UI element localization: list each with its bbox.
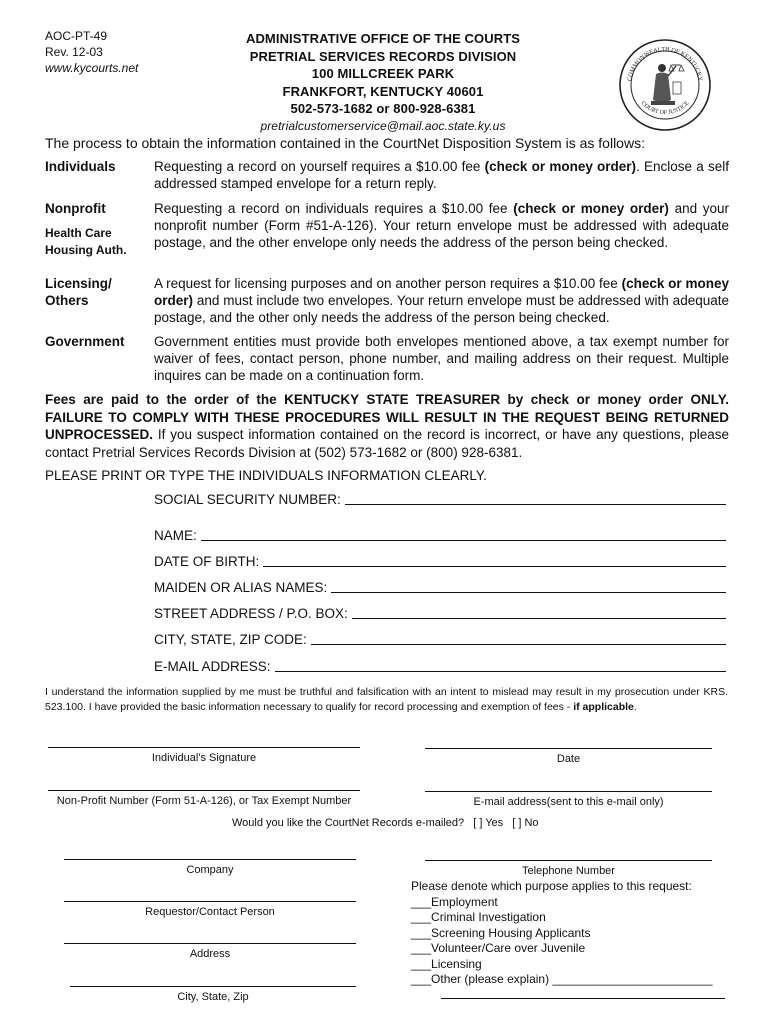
seal-ring-text: COMMONWEALTH OF KENTUCKY [626, 45, 704, 82]
email-field[interactable] [154, 658, 726, 675]
telephone-field[interactable] [425, 860, 712, 878]
email-no-checkbox[interactable]: [ ] No [512, 817, 539, 829]
email-input-line[interactable] [275, 671, 726, 672]
print-instruction: PLEASE PRINT OR TYPE THE INDIVIDUALS INFORMATION CLEARLY. [45, 468, 487, 483]
individual-signature-field[interactable] [48, 747, 360, 765]
telephone-label: Telephone Number [522, 865, 615, 877]
nonprofit-number-label: Non-Profit Number (Form 51-A-126), or Tax Exempt Number [56, 795, 352, 807]
purpose-criminal-investigation[interactable]: ___Criminal Investigation [411, 910, 546, 924]
dob-label: DATE OF BIRTH: [154, 554, 260, 569]
email-label: E-MAIL ADDRESS: [154, 659, 271, 674]
office-header [200, 30, 566, 135]
maiden-input-line[interactable] [331, 592, 726, 593]
company-label: Company [186, 864, 234, 876]
email-address-field[interactable] [425, 791, 712, 809]
individual-signature-label: Individual's Signature [151, 752, 257, 764]
purpose-volunteer-juvenile[interactable]: ___Volunteer/Care over Juvenile [411, 941, 586, 955]
purpose-licensing[interactable]: ___Licensing [411, 956, 482, 971]
name-field[interactable] [154, 527, 726, 544]
maiden-field[interactable] [154, 579, 726, 596]
form-identifier [45, 28, 138, 76]
address-field[interactable] [64, 943, 356, 961]
purpose-checklist [411, 879, 713, 988]
date-field[interactable] [425, 748, 712, 766]
licensing-text: A request for licensing purposes and on another person requires a $10.00 fee (check or money order) and must include two envelopes. Your return envelope must be addressed with adequate postage, and the other only needs the address of the person being checked. [154, 276, 730, 325]
requestor-field[interactable] [64, 901, 356, 919]
city-input-line[interactable] [311, 644, 726, 645]
form-revision: Rev. 12-03 [45, 45, 103, 59]
header-line-1: ADMINISTRATIVE OFFICE OF THE COURTS [245, 31, 521, 46]
website-link[interactable]: www.kycourts.net [45, 61, 139, 75]
city-label: CITY, STATE, ZIP CODE: [154, 632, 307, 647]
street-label: STREET ADDRESS / P.O. BOX: [154, 606, 348, 621]
court-seal-icon [618, 38, 712, 132]
maiden-label: MAIDEN OR ALIAS NAMES: [154, 580, 328, 595]
label-others: Others [45, 293, 89, 308]
label-nonprofit: Nonprofit [45, 201, 106, 216]
government-text: Government entities must provide both envelopes mentioned above, a tax exempt number for waiver of fees, contact person, phone number, and mailing address on their request. Multiple inquires can be made on a continuation form. [154, 334, 729, 383]
name-input-line[interactable] [201, 540, 726, 541]
individuals-text: Requesting a record on yourself requires a $10.00 fee (check or money order). Enclose a self addressed stamped envelope for a return reply. [154, 159, 730, 191]
label-individuals: Individuals [45, 159, 116, 174]
header-line-4: FRANKFORT, KENTUCKY 40601 [282, 83, 484, 99]
city-field[interactable] [154, 631, 726, 648]
purpose-employment[interactable]: ___Employment [411, 894, 498, 909]
city-state-zip-field[interactable] [70, 986, 356, 1004]
ssn-field[interactable] [154, 491, 726, 508]
purpose-title: Please denote which purpose applies to this request: [411, 879, 692, 893]
header-email[interactable]: pretrialcustomerservice@mail.aoc.state.ky.us [260, 118, 506, 133]
purpose-other-input[interactable]: ________________________ [552, 972, 713, 986]
city-state-zip-label: City, State, Zip [177, 991, 249, 1003]
label-licensing: Licensing/ [45, 276, 112, 291]
label-health-care: Health Care [45, 226, 112, 240]
address-label: Address [189, 948, 231, 960]
requestor-label: Requestor/Contact Person [145, 906, 275, 918]
email-records-question: Would you like the CourtNet Records e-mailed? [ ] Yes [ ] No [232, 817, 539, 829]
header-line-3: 100 MILLCREEK PARK [311, 66, 455, 81]
form-number: AOC-PT-49 [45, 29, 108, 43]
email-address-label: E-mail address(sent to this e-mail only) [473, 796, 664, 808]
nonprofit-number-field[interactable] [48, 790, 360, 808]
explain-input-line[interactable] [441, 998, 725, 999]
seal-bottom-text: COURT OF JUSTICE [639, 100, 691, 117]
purpose-other[interactable]: ___Other (please explain) ________________________ [411, 972, 713, 986]
ssn-input-line[interactable] [345, 504, 726, 505]
company-field[interactable] [64, 859, 356, 877]
date-label: Date [556, 753, 581, 765]
intro-text: The process to obtain the information contained in the CourtNet Disposition System is as follows: [45, 135, 645, 151]
label-housing-auth: Housing Auth. [45, 243, 127, 257]
street-input-line[interactable] [352, 618, 726, 619]
street-field[interactable] [154, 605, 726, 622]
email-yes-checkbox[interactable]: [ ] Yes [473, 817, 504, 829]
purpose-screening-housing[interactable]: ___Screening Housing Applicants [411, 925, 591, 940]
label-government: Government [45, 334, 125, 349]
nonprofit-text: Requesting a record on individuals requires a $10.00 fee (check or money order) and your nonprofit number (Form #51-A-126). Your return envelope must be addressed with adequate postage, and the other envelope only needs the address of the person being checked. [154, 201, 729, 250]
disclaimer-text: I understand the information supplied by me must be truthful and falsification with an intent to mislead may result in my prosecution under KRS. 523.100. I have provided the basic information necessary to qualify for record processing and exemption of fees - if applicable. [45, 686, 728, 713]
name-label: NAME: [154, 528, 197, 543]
dob-input-line[interactable] [263, 566, 726, 567]
dob-field[interactable] [154, 553, 726, 570]
fees-notice: Fees are paid to the order of the KENTUCKY STATE TREASURER by check or money order ONLY. FAILURE TO COMPLY WITH THESE PROCEDURES WILL RESULT IN THE REQUEST BEING RETURNED UNPROCESSED. If you suspect information contained on the record is incorrect, or have any questions, please contact Pretrial Services Records Division at (502) 573-1682 or (800) 928-6381. [45, 392, 729, 460]
ssn-label: SOCIAL SECURITY NUMBER: [154, 492, 341, 507]
header-phone: 502-573-1682 or 800-928-6381 [290, 101, 476, 116]
header-line-2: PRETRIAL SERVICES RECORDS DIVISION [249, 48, 517, 64]
